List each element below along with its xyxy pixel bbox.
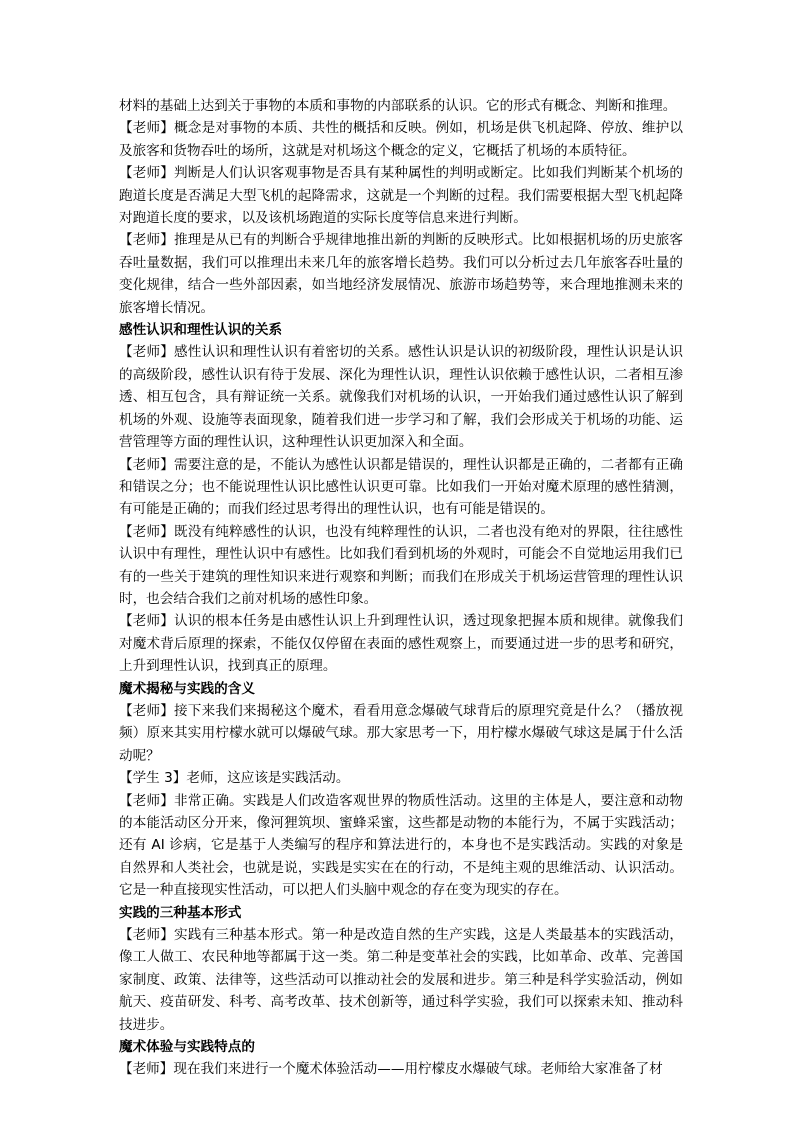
speaker-tag: 【老师】 bbox=[119, 344, 175, 361]
paragraph bbox=[119, 454, 683, 521]
section-heading: 魔术揭秘与实践的含义 bbox=[119, 680, 255, 697]
paragraph-text: 判断是人们认识客观事物是否具有某种属性的判明或断定。比如我们判断某个机场的跑道长度是否满足大型飞机的起降需求，这就是一个判断的过程。我们需要根据大型飞机起降对跑道长度的要求，以及该机场跑道的实际长度等信息来进行判断。 bbox=[119, 165, 684, 227]
paragraph bbox=[119, 1058, 683, 1080]
section-heading: 实践的三种基本形式 bbox=[119, 904, 242, 921]
speaker-tag: 【老师】 bbox=[119, 165, 175, 182]
paragraph-text: 需要注意的是，不能认为感性认识都是错误的，理性认识都是正确的，二者都有正确和错误之分；也不能说理性认识比感性认识更可靠。比如我们一开始对魔术原理的感性猜测，有可能是正确的；而我们经过思考得出的理性认识，也有可能是错误的。 bbox=[119, 456, 684, 518]
paragraph bbox=[119, 95, 683, 117]
paragraph bbox=[119, 521, 683, 611]
paragraph-text: 认识的根本任务是由感性认识上升到理性认识，透过现象把握本质和规律。就像我们对魔术背后原理的探索，不能仅仅停留在表面的感性观察上，而要通过进一步的思考和研究，上升到理性认识，找到真正的原理。 bbox=[119, 613, 684, 675]
paragraph bbox=[119, 229, 683, 319]
speaker-tag: 【老师】 bbox=[119, 232, 175, 249]
section-heading: 感性认识和理性认识的关系 bbox=[119, 322, 283, 339]
speaker-tag: 【老师】 bbox=[119, 613, 175, 630]
document-body bbox=[119, 95, 683, 1081]
paragraph-text: 现在我们来进行一个魔术体验活动——用柠檬皮水爆破气球。老师给大家准备了材 bbox=[173, 1061, 663, 1078]
paragraph bbox=[119, 700, 683, 767]
paragraph-text: 接下来我们来揭秘这个魔术，看看用意念爆破气球背后的原理究竟是什么？（播放视频）原来其实用柠檬水就可以爆破气球。那大家思考一下，用柠檬水爆破气球这是属于什么活动呢？ bbox=[119, 702, 684, 764]
paragraph-text: 实践有三种基本形式。第一种是改造自然的生产实践，这是人类最基本的实践活动，像工人做工、农民种地等都属于这一类。第二种是变革社会的实践，比如革命、改革、完善国家制度、政策、法律等，这些活动可以推动社会的发展和进步。第三种是科学实验活动，例如航天、疫苗研发、科考、高考改革、技术创新等，通过科学实验，我们可以探索未知、推动科技进步。 bbox=[119, 927, 684, 1033]
paragraph-text: 既没有纯粹感性的认识，也没有纯粹理性的认识，二者也没有绝对的界限，往往感性认识中有理性，理性认识中有感性。比如我们看到机场的外观时，可能会不自觉地运用我们已有的一些关于建筑的理性知识来进行观察和判断；而我们在形成关于机场运营管理的理性认识时，也会结合我们之前对机场的感性印象。 bbox=[119, 523, 684, 607]
paragraph-text: 概念是对事物的本质、共性的概括和反映。例如，机场是供飞机起降、停放、维护以及旅客和货物吞吐的场所，这就是对机场这个概念的定义，它概括了机场的本质特征。 bbox=[119, 120, 684, 159]
paragraph bbox=[119, 924, 683, 1036]
paragraph bbox=[119, 341, 683, 453]
speaker-tag: 【老师】 bbox=[119, 927, 175, 944]
paragraph bbox=[119, 117, 683, 162]
section-heading: 魔术体验与实践特点的 bbox=[119, 1039, 255, 1056]
paragraph bbox=[119, 162, 683, 229]
speaker-tag: 【老师】 bbox=[119, 523, 175, 540]
speaker-tag: 【老师】 bbox=[119, 1061, 174, 1078]
speaker-tag: 【老师】 bbox=[119, 456, 175, 473]
paragraph bbox=[119, 790, 683, 902]
speaker-tag: 【老师】 bbox=[119, 702, 175, 719]
paragraph bbox=[119, 610, 683, 677]
paragraph-text: 材料的基础上达到关于事物的本质和事物的内部联系的认识。它的形式有概念、判断和推理。 bbox=[119, 98, 677, 114]
paragraph-text: 感性认识和理性认识有着密切的关系。感性认识是认识的初级阶段，理性认识是认识的高级阶段，感性认识有待于发展、深化为理性认识，理性认识依赖于感性认识，二者相互渗透、相互包含，具有辩证统一关系。就像我们对机场的认识，一开始我们通过感性认识了解到机场的外观、设施等表面现象，随着我们进一步学习和了解，我们会形成关于机场的功能、运营管理等方面的理性认识，这种理性认识更加深入和全面。 bbox=[119, 344, 684, 451]
paragraph-text: 推理是从已有的判断合乎规律地推出新的判断的反映形式。比如根据机场的历史旅客吞吐量数据，我们可以推理出未来几年的旅客增长趋势。我们可以分析过去几年旅客吞吐量的变化规律，结合一些外部因素，如当地经济发展情况、旅游市场趋势等，来合理地推测未来的旅客增长情况。 bbox=[119, 232, 684, 316]
speaker-tag: 【学生 3】 bbox=[119, 770, 187, 787]
speaker-tag: 【老师】 bbox=[119, 120, 175, 137]
paragraph-text: 老师，这应该是实践活动。 bbox=[186, 770, 350, 787]
speaker-tag: 【老师】 bbox=[119, 792, 175, 809]
paragraph bbox=[119, 767, 683, 789]
paragraph-text: 非常正确。实践是人们改造客观世界的物质性活动。这里的主体是人，要注意和动物的本能活动区分开来，像河狸筑坝、蜜蜂采蜜，这些都是动物的本能行为，不属于实践活动；还有 AI 诊病，它是基于人类编写的程序和算法进行的，本身也不是实践活动。实践的对象是自然界和人类社会，也就是说，实践是实实在在的行动，不是纯主观的思维活动、认识活动。它是一种直接现实性活动，可以把人们头脑中观念的存在变为现实的存在。 bbox=[119, 792, 684, 899]
